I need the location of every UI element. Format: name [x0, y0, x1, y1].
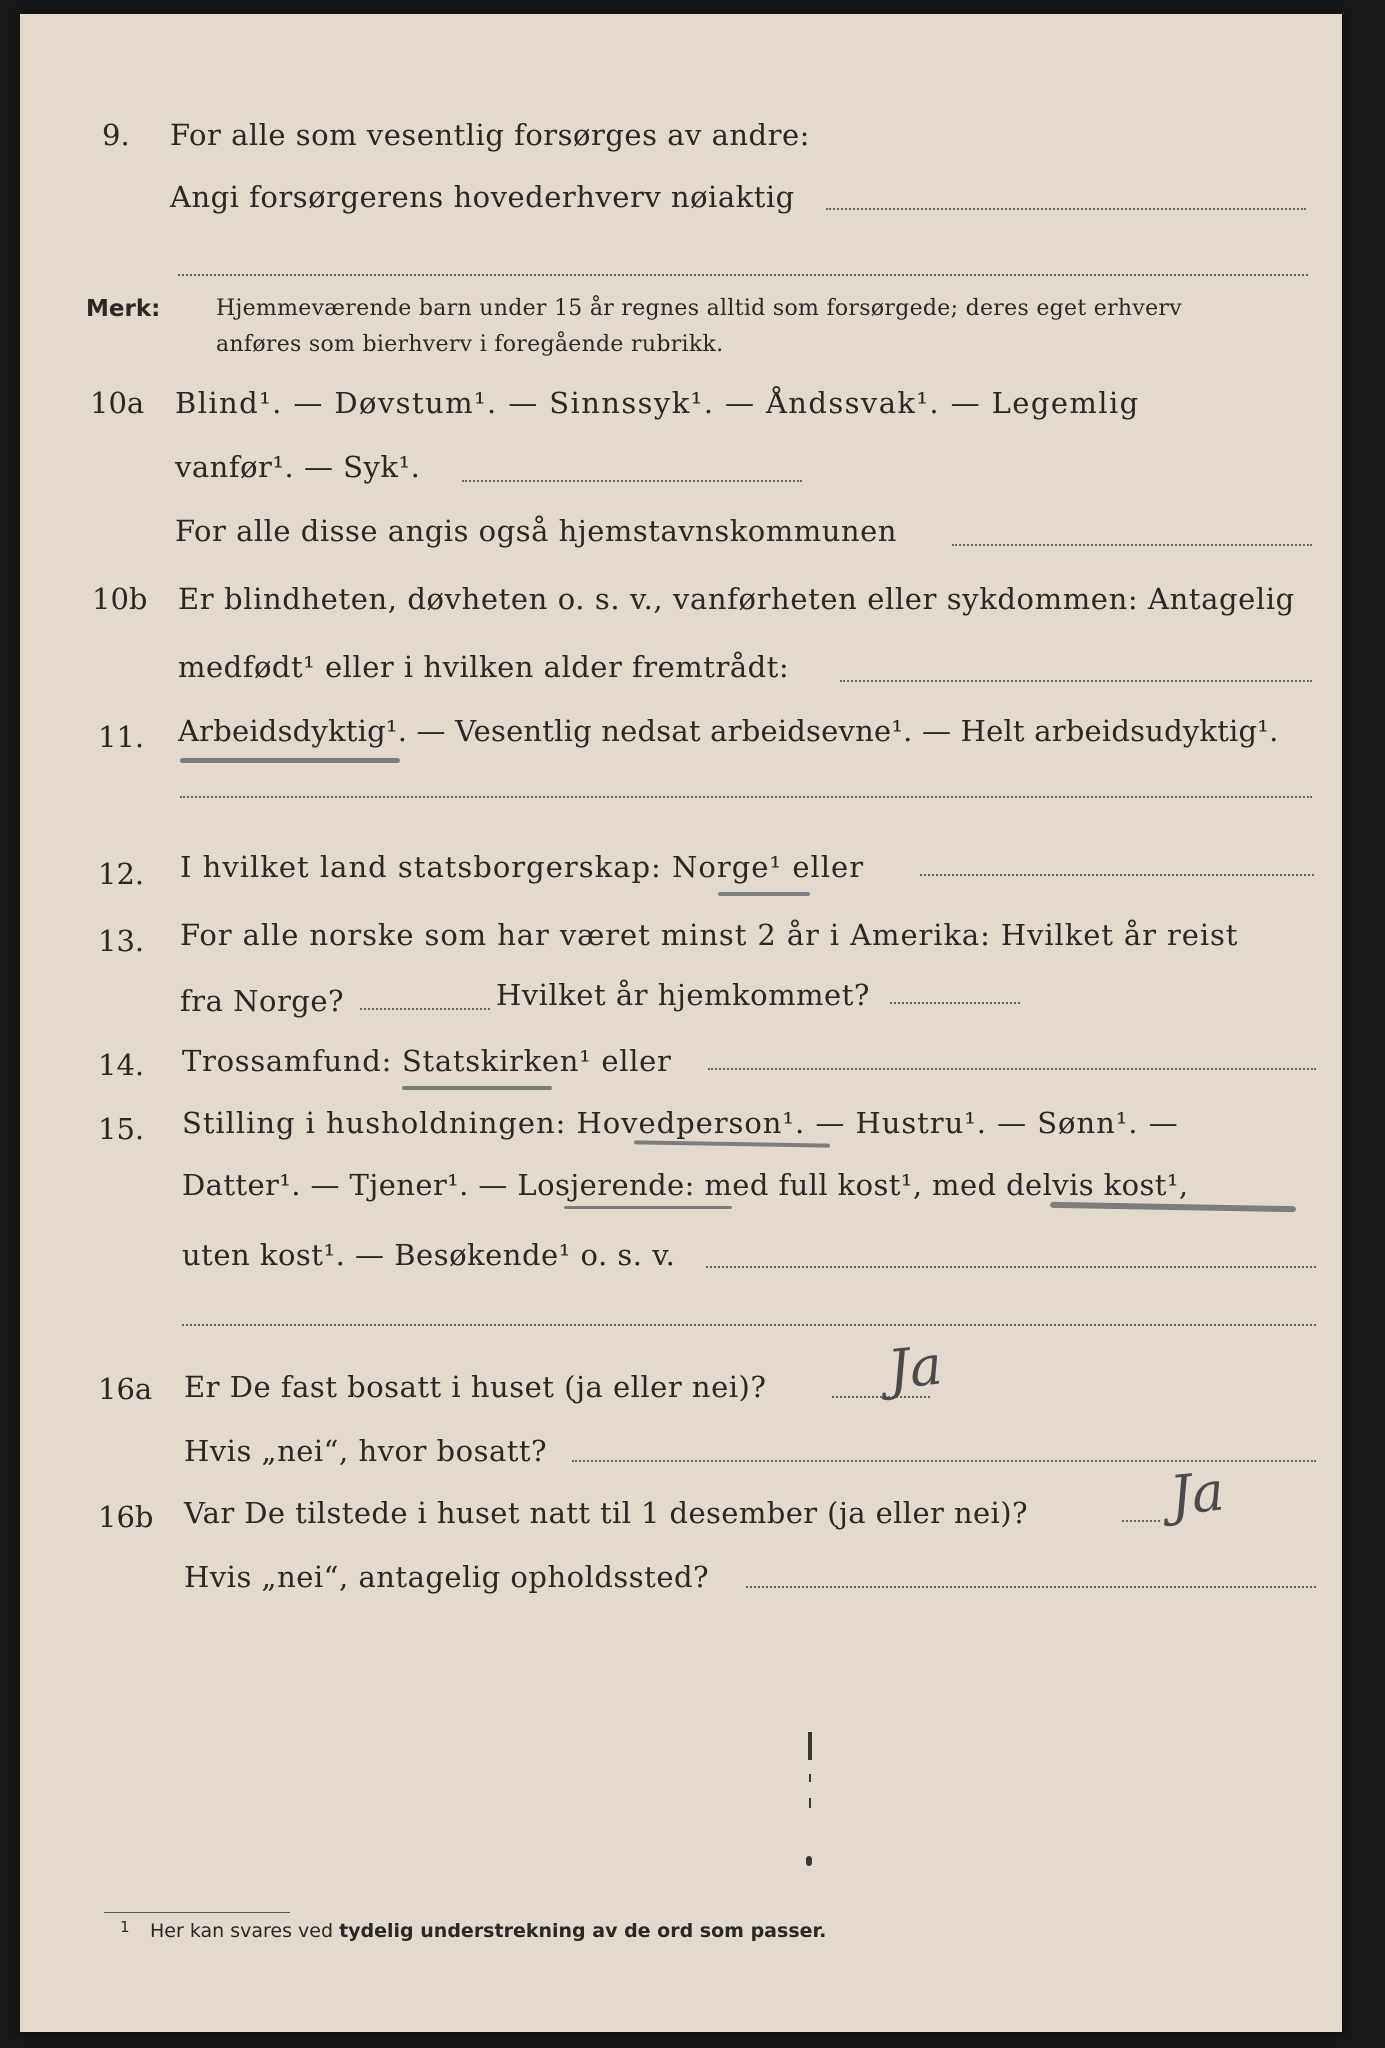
- footnote-marker: 1: [120, 1918, 130, 1936]
- answer-line-9b[interactable]: [178, 274, 1308, 276]
- underline-arbeidsdyktig: [180, 758, 400, 763]
- question-15-number: 15.: [98, 1112, 145, 1146]
- question-9-text: For alle som vesentlig forsørges av andre:: [170, 118, 810, 152]
- question-9-number: 9.: [102, 118, 130, 152]
- question-13-number: 13.: [98, 924, 145, 958]
- question-10a-text-line2: vanfør¹. — Syk¹.: [175, 450, 421, 484]
- handwritten-answer-16b: Ja: [1166, 1459, 1227, 1528]
- answer-line-10a-kommune[interactable]: [952, 544, 1312, 546]
- footnote-text-bold: tydelig understrekning av de ord som passer.: [339, 1920, 827, 1942]
- answer-line-13-reist[interactable]: [360, 1008, 490, 1010]
- footnote-text-normal: Her kan svares ved: [150, 1920, 340, 1942]
- question-13-text-line2b: Hvilket år hjemkommet?: [496, 978, 870, 1012]
- question-15-text-line2: Datter¹. — Tjener¹. — Losjerende: med full kost¹, med delvis kost¹,: [182, 1168, 1189, 1202]
- merk-label: Merk:: [86, 296, 161, 322]
- question-10b-text-line2: medfødt¹ eller i hvilken alder fremtrådt:: [178, 650, 790, 684]
- underline-statskirken: [402, 1086, 552, 1090]
- underline-hovedperson: [634, 1140, 830, 1147]
- stray-mark: [809, 1774, 811, 1782]
- answer-line-16b[interactable]: [1122, 1520, 1160, 1522]
- question-12-number: 12.: [98, 857, 145, 891]
- question-14-number: 14.: [98, 1048, 145, 1082]
- question-10b-text: Er blindheten, døvheten o. s. v., vanførheten eller sykdommen: Antagelig: [178, 582, 1295, 616]
- answer-line-15[interactable]: [706, 1266, 1316, 1268]
- question-11-number: 11.: [98, 720, 145, 754]
- question-16a-text-line2: Hvis „nei“, hvor bosatt?: [184, 1434, 548, 1468]
- question-16b-text-line2: Hvis „nei“, antagelig opholdssted?: [184, 1560, 710, 1594]
- stray-mark: [806, 1856, 812, 1866]
- question-13-text-line2a: fra Norge?: [180, 984, 345, 1018]
- question-16b-number: 16b: [98, 1500, 154, 1534]
- stray-mark: [808, 1732, 812, 1760]
- answer-line-10b[interactable]: [840, 680, 1312, 682]
- answer-line-11[interactable]: [180, 796, 1312, 798]
- question-10a-number: 10a: [90, 386, 145, 420]
- question-14-text: Trossamfund: Statskirken¹ eller: [182, 1044, 672, 1078]
- question-15-text: Stilling i husholdningen: Hovedperson¹. — Hustru¹. — Sønn¹. —: [182, 1106, 1179, 1140]
- stray-mark: [809, 1798, 811, 1808]
- footnote-rule: [104, 1912, 290, 1913]
- question-16a-number: 16a: [98, 1372, 153, 1406]
- question-10a-text-line3: For alle disse angis også hjemstavnskommunen: [175, 514, 897, 548]
- question-10a-text: Blind¹. — Døvstum¹. — Sinnssyk¹. — Åndssvak¹. — Legemlig: [175, 386, 1140, 420]
- answer-line-9a[interactable]: [826, 208, 1306, 210]
- question-13-text: For alle norske som har været minst 2 år i Amerika: Hvilket år reist: [180, 918, 1239, 952]
- answer-line-13-hjemkommet[interactable]: [890, 1002, 1020, 1004]
- underline-losjerende: [564, 1206, 732, 1209]
- question-12-text: I hvilket land statsborgerskap: Norge¹ eller: [180, 850, 865, 884]
- census-form-page: [20, 14, 1342, 2032]
- underline-norge: [718, 892, 810, 896]
- question-16a-text: Er De fast bosatt i huset (ja eller nei)?: [184, 1370, 767, 1404]
- answer-line-12[interactable]: [920, 874, 1314, 876]
- question-9-subtext: Angi forsørgerens hovederhverv nøiaktig: [170, 180, 795, 214]
- answer-line-10a[interactable]: [462, 480, 802, 482]
- underline-med-delvis-kost: [1050, 1202, 1296, 1212]
- footnote-text: [150, 1920, 826, 1942]
- answer-line-14[interactable]: [708, 1068, 1316, 1070]
- merk-text-line2: anføres som bierhverv i foregående rubrikk.: [216, 332, 724, 357]
- question-15-text-line3: uten kost¹. — Besøkende¹ o. s. v.: [182, 1238, 676, 1272]
- question-10b-number: 10b: [92, 582, 148, 616]
- question-16b-text: Var De tilstede i huset natt til 1 desember (ja eller nei)?: [184, 1496, 1028, 1530]
- answer-line-15b[interactable]: [182, 1324, 1316, 1326]
- answer-line-16b-opholdssted[interactable]: [746, 1586, 1316, 1588]
- merk-text-line1: Hjemmeværende barn under 15 år regnes alltid som forsørgede; deres eget erhverv: [216, 296, 1182, 321]
- handwritten-answer-16a: Ja: [884, 1333, 945, 1402]
- question-11-text: Arbeidsdyktig¹. — Vesentlig nedsat arbeidsevne¹. — Helt arbeidsudyktig¹.: [178, 714, 1279, 748]
